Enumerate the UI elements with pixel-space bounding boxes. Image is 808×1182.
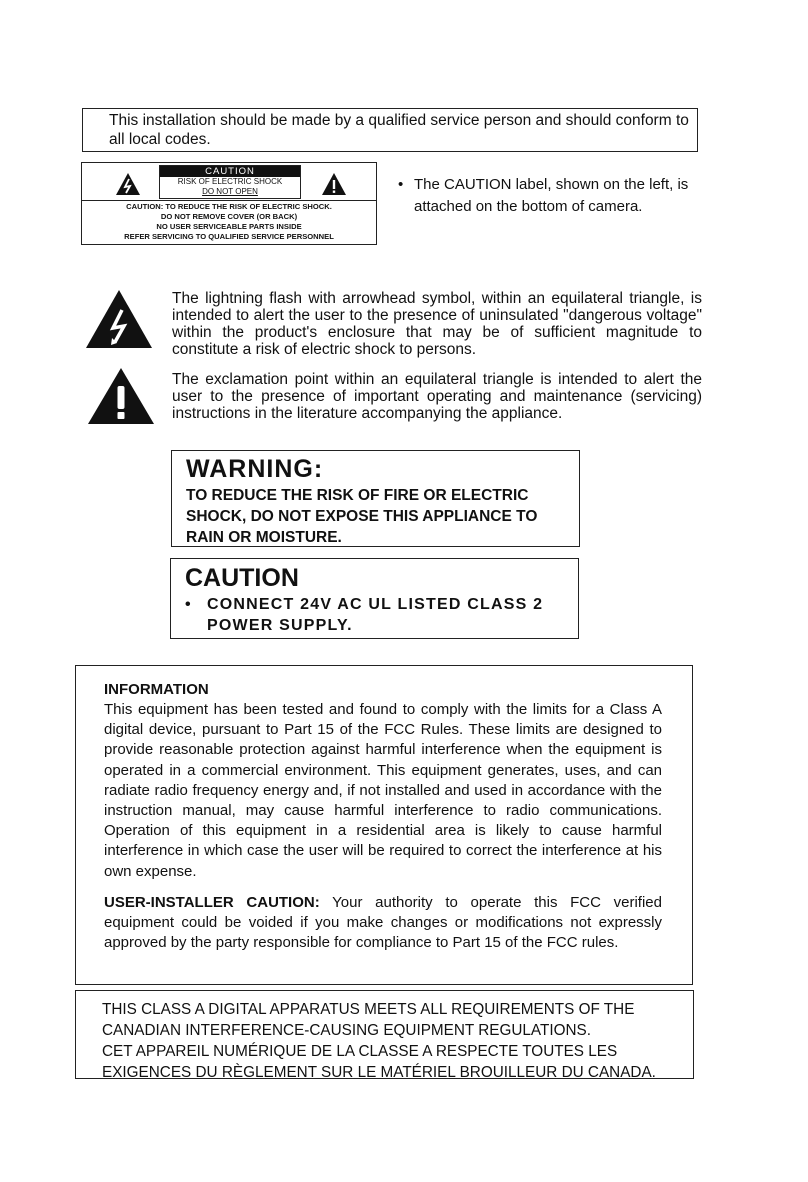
caution-power-box bbox=[170, 558, 579, 639]
caution-label-line: CAUTION: TO REDUCE THE RISK OF ELECTRIC SHOCK. bbox=[126, 202, 332, 211]
information-box bbox=[75, 665, 693, 985]
exclamation-warning-icon bbox=[322, 173, 346, 195]
lightning-triangle-icon bbox=[86, 290, 152, 348]
lightning-warning-icon bbox=[116, 173, 140, 195]
bullet: • bbox=[185, 596, 192, 613]
caution-power-text: CONNECT 24V AC UL LISTED CLASS 2 POWER SUPPLY. bbox=[207, 596, 544, 634]
installation-note-box bbox=[82, 108, 698, 152]
exclamation-symbol-description: The exclamation point within an equilateral triangle is intended to alert the user to the presence of important operating and maintenance (servicing) instructions in the literature accompanying the appliance. bbox=[172, 371, 702, 422]
warning-title: WARNING: bbox=[186, 455, 324, 483]
caution-label-note-text: The CAUTION label, shown on the left, is attached on the bottom of camera. bbox=[414, 176, 689, 215]
caution-label-caption: CAUTION bbox=[160, 166, 300, 177]
lightning-symbol-description: The lightning flash with arrowhead symbol, within an equilateral triangle, is intended to alert the user to the presence of uninsulated "dangerous voltage" within the product's enclosure that may be of sufficient magnitude to constitute a risk of electric shock to persons. bbox=[172, 290, 702, 358]
caution-label-header bbox=[82, 163, 376, 201]
canada-line: THIS CLASS A DIGITAL APPARATUS MEETS ALL REQUIREMENTS OF THE bbox=[102, 1001, 635, 1018]
caution-label-line: DO NOT REMOVE COVER (OR BACK) bbox=[160, 212, 298, 221]
caution-label-image bbox=[81, 162, 377, 245]
caution-label-line: NO USER SERVICEABLE PARTS INSIDE bbox=[156, 222, 302, 231]
caution-label-note bbox=[398, 174, 703, 218]
installation-note-text: This installation should be made by a qualified service person and should conform to all local codes. bbox=[109, 112, 689, 148]
canada-line: EXIGENCES DU RÈGLEMENT SUR LE MATÉRIEL BROUILLEUR DU CANADA. bbox=[102, 1064, 656, 1081]
user-installer-caution bbox=[104, 893, 662, 954]
caution-label-do-not-open: DO NOT OPEN bbox=[202, 187, 258, 196]
warning-text: TO REDUCE THE RISK OF FIRE OR ELECTRIC SHOCK, DO NOT EXPOSE THIS APPLIANCE TO RAIN OR MOISTURE. bbox=[186, 487, 538, 546]
caution-label-line: REFER SERVICING TO QUALIFIED SERVICE PERSONNEL bbox=[124, 232, 334, 241]
exclamation-triangle-icon bbox=[88, 368, 154, 424]
warning-box bbox=[171, 450, 580, 547]
canada-line: CANADIAN INTERFERENCE-CAUSING EQUIPMENT REGULATIONS. bbox=[102, 1022, 591, 1039]
bullet: • bbox=[398, 176, 404, 193]
caution-power-item bbox=[185, 594, 568, 636]
canada-line: CET APPAREIL NUMÉRIQUE DE LA CLASSE A RESPECTE TOUTES LES bbox=[102, 1043, 618, 1060]
caution-label-center bbox=[159, 165, 301, 199]
information-heading: INFORMATION bbox=[104, 681, 209, 698]
caution-label-instructions bbox=[82, 202, 376, 242]
information-text: This equipment has been tested and found to comply with the limits for a Class A digital device, pursuant to Part 15 of the FCC Rules. These limits are designed to provide reasonable protection against harmful interference when the equipment is operated in a commercial environment. This equipment generates, uses, and can radiate radio frequency energy and, if not installed and used in accordance with the instruction manual, may cause harmful interference to radio communications. Operation of this equipment in a residential area is likely to cause harmful interference in which case the user will be required to correct the interference at his own expense. bbox=[104, 701, 662, 880]
caution-label-risk-line: RISK OF ELECTRIC SHOCK bbox=[177, 177, 283, 186]
canada-compliance-box bbox=[75, 990, 694, 1079]
caution-title: CAUTION bbox=[185, 564, 299, 592]
user-installer-text: Your authority to operate this FCC verified equipment could be voided if you make changes or modifications not expressly approved by the party responsible for compliance to Part 15 of the FCC rules. bbox=[104, 893, 662, 952]
user-installer-label: USER-INSTALLER CAUTION: bbox=[104, 893, 320, 911]
